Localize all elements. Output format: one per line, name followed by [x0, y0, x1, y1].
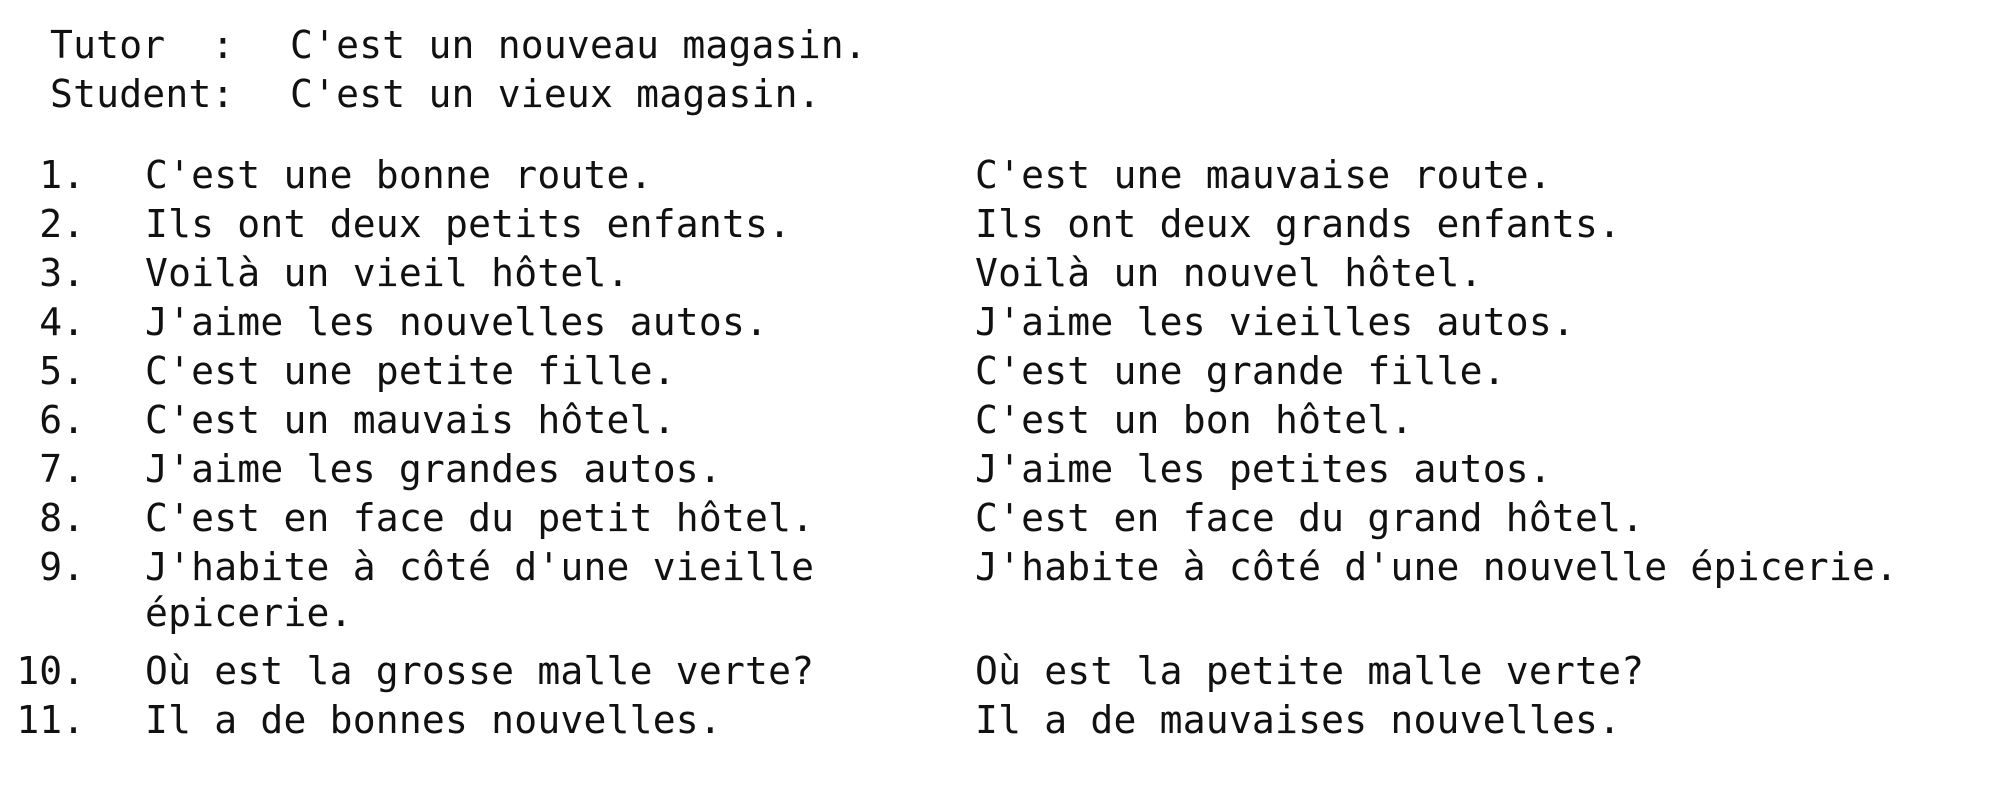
item-number: 6. [39, 398, 85, 442]
item-response: Voilà un nouvel hôtel. [975, 251, 1483, 295]
item-prompt: C'est un mauvais hôtel. [145, 398, 676, 442]
item-prompt: J'habite à côté d'une vieille [145, 545, 815, 589]
item-prompt: Ils ont deux petits enfants. [145, 202, 792, 246]
item-response: Il a de mauvaises nouvelles. [975, 698, 1622, 742]
item-response: Où est la petite malle verte? [975, 649, 1645, 693]
item-prompt: C'est une bonne route. [145, 153, 653, 197]
item-response: C'est en face du grand hôtel. [975, 496, 1645, 540]
item-number: 4. [39, 300, 85, 344]
item-response: C'est une grande fille. [975, 349, 1506, 393]
item-prompt-continuation: épicerie. [145, 591, 353, 635]
item-prompt: C'est en face du petit hôtel. [145, 496, 815, 540]
item-response: C'est une mauvaise route. [975, 153, 1552, 197]
item-response: J'aime les petites autos. [975, 447, 1552, 491]
item-number: 1. [39, 153, 85, 197]
item-number: 11. [16, 698, 85, 742]
item-response: J'habite à côté d'une nouvelle épicerie. [975, 545, 1899, 589]
item-number: 5. [39, 349, 85, 393]
item-number: 8. [39, 496, 85, 540]
item-number: 9. [39, 545, 85, 589]
item-response: J'aime les vieilles autos. [975, 300, 1576, 344]
tutor-label: Tutor : [50, 23, 235, 67]
item-prompt: Il a de bonnes nouvelles. [145, 698, 722, 742]
item-number: 2. [39, 202, 85, 246]
student-label: Student: [50, 72, 235, 116]
item-response: Ils ont deux grands enfants. [975, 202, 1622, 246]
item-number: 7. [39, 447, 85, 491]
item-prompt: Voilà un vieil hôtel. [145, 251, 630, 295]
tutor-text: C'est un nouveau magasin. [290, 23, 867, 67]
item-response: C'est un bon hôtel. [975, 398, 1414, 442]
item-number: 10. [16, 649, 85, 693]
item-prompt: C'est une petite fille. [145, 349, 676, 393]
item-prompt: Où est la grosse malle verte? [145, 649, 815, 693]
item-number: 3. [39, 251, 85, 295]
item-prompt: J'aime les nouvelles autos. [145, 300, 769, 344]
item-prompt: J'aime les grandes autos. [145, 447, 722, 491]
student-text: C'est un vieux magasin. [290, 72, 821, 116]
